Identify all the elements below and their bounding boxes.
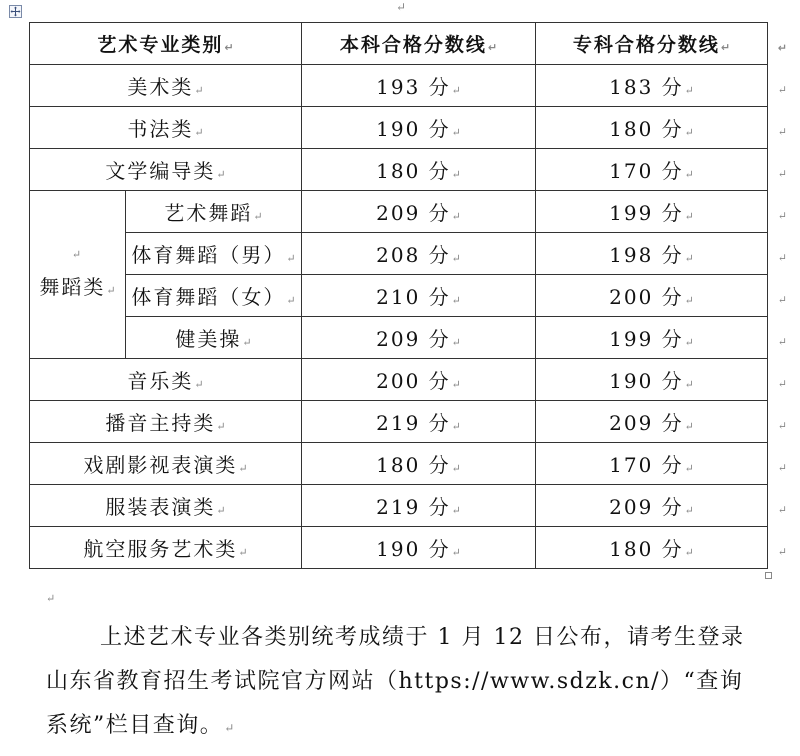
header-college: 专科合格分数线↵ ↵ [536,23,768,65]
college-cell: 198 分↵ ↵ [536,233,768,275]
college-cell: 170 分↵ ↵ [536,149,768,191]
college-cell: 180 分↵ ↵ [536,527,768,569]
undergrad-cell: 180 分↵ [302,149,536,191]
table-row [30,275,768,317]
header-category: 艺术专业类别↵ [30,23,302,65]
subcategory-cell: 体育舞蹈（男）↵ [126,233,302,275]
college-cell: 200 分↵ ↵ [536,275,768,317]
category-cell: 航空服务艺术类↵ [30,527,302,569]
undergrad-cell: 219 分↵ [302,485,536,527]
table-row [30,149,768,191]
announcement-paragraph: 上述艺术专业各类别统考成绩于 1 月 12 日公布，请考生登录山东省教育招生考试院官方网站（https://www.sdzk.cn/）“查询系统”栏目查询。↵ [46,625,745,738]
table-row [30,107,768,149]
header-undergrad: 本科合格分数线↵ [302,23,536,65]
college-cell: 199 分↵ ↵ [536,317,768,359]
undergrad-cell: 180 分↵ [302,443,536,485]
table-resize-handle[interactable] [765,572,772,579]
table-move-handle-icon[interactable] [9,5,22,18]
category-cell: 文学编导类↵ [30,149,302,191]
table-row [30,233,768,275]
undergrad-cell: 193 分↵ [302,65,536,107]
undergrad-cell: 209 分↵ [302,191,536,233]
table-row [30,527,768,569]
group-cell-dance: ↵ 舞蹈类↵ [30,191,126,359]
table-row [30,359,768,401]
paragraph-mark: ↵ [46,592,56,605]
subcategory-cell: 艺术舞蹈↵ [126,191,302,233]
undergrad-cell: 200 分↵ [302,359,536,401]
college-cell: 209 分↵ ↵ [536,401,768,443]
category-cell: 书法类↵ [30,107,302,149]
subcategory-cell: 体育舞蹈（女）↵ [126,275,302,317]
undergrad-cell: 210 分↵ [302,275,536,317]
category-cell: 音乐类↵ [30,359,302,401]
college-cell: 170 分↵ ↵ [536,443,768,485]
college-cell: 199 分↵ ↵ [536,191,768,233]
table-row [30,191,768,233]
undergrad-cell: 208 分↵ [302,233,536,275]
table-row [30,317,768,359]
college-cell: 180 分↵ ↵ [536,107,768,149]
undergrad-cell: 209 分↵ [302,317,536,359]
category-cell: 服装表演类↵ [30,485,302,527]
table-row [30,401,768,443]
category-cell: 播音主持类↵ [30,401,302,443]
table-header-row [30,23,768,65]
table-row [30,485,768,527]
category-cell: 戏剧影视表演类↵ [30,443,302,485]
announcement-text: 上述艺术专业各类别统考成绩于 1 月 12 日公布，请考生登录山东省教育招生考试院官方网站（https://www.sdzk.cn/）“查询系统”栏目查询。 [46,625,745,738]
category-cell: 美术类↵ [30,65,302,107]
undergrad-cell: 190 分↵ [302,527,536,569]
undergrad-cell: 219 分↵ [302,401,536,443]
undergrad-cell: 190 分↵ [302,107,536,149]
subcategory-cell: 健美操↵ [126,317,302,359]
paragraph-mark: ↵ [396,0,407,14]
table-row [30,443,768,485]
college-cell: 183 分↵ ↵ [536,65,768,107]
table-row [30,65,768,107]
college-cell: 190 分↵ ↵ [536,359,768,401]
score-table [29,22,790,569]
college-cell: 209 分↵ ↵ [536,485,768,527]
